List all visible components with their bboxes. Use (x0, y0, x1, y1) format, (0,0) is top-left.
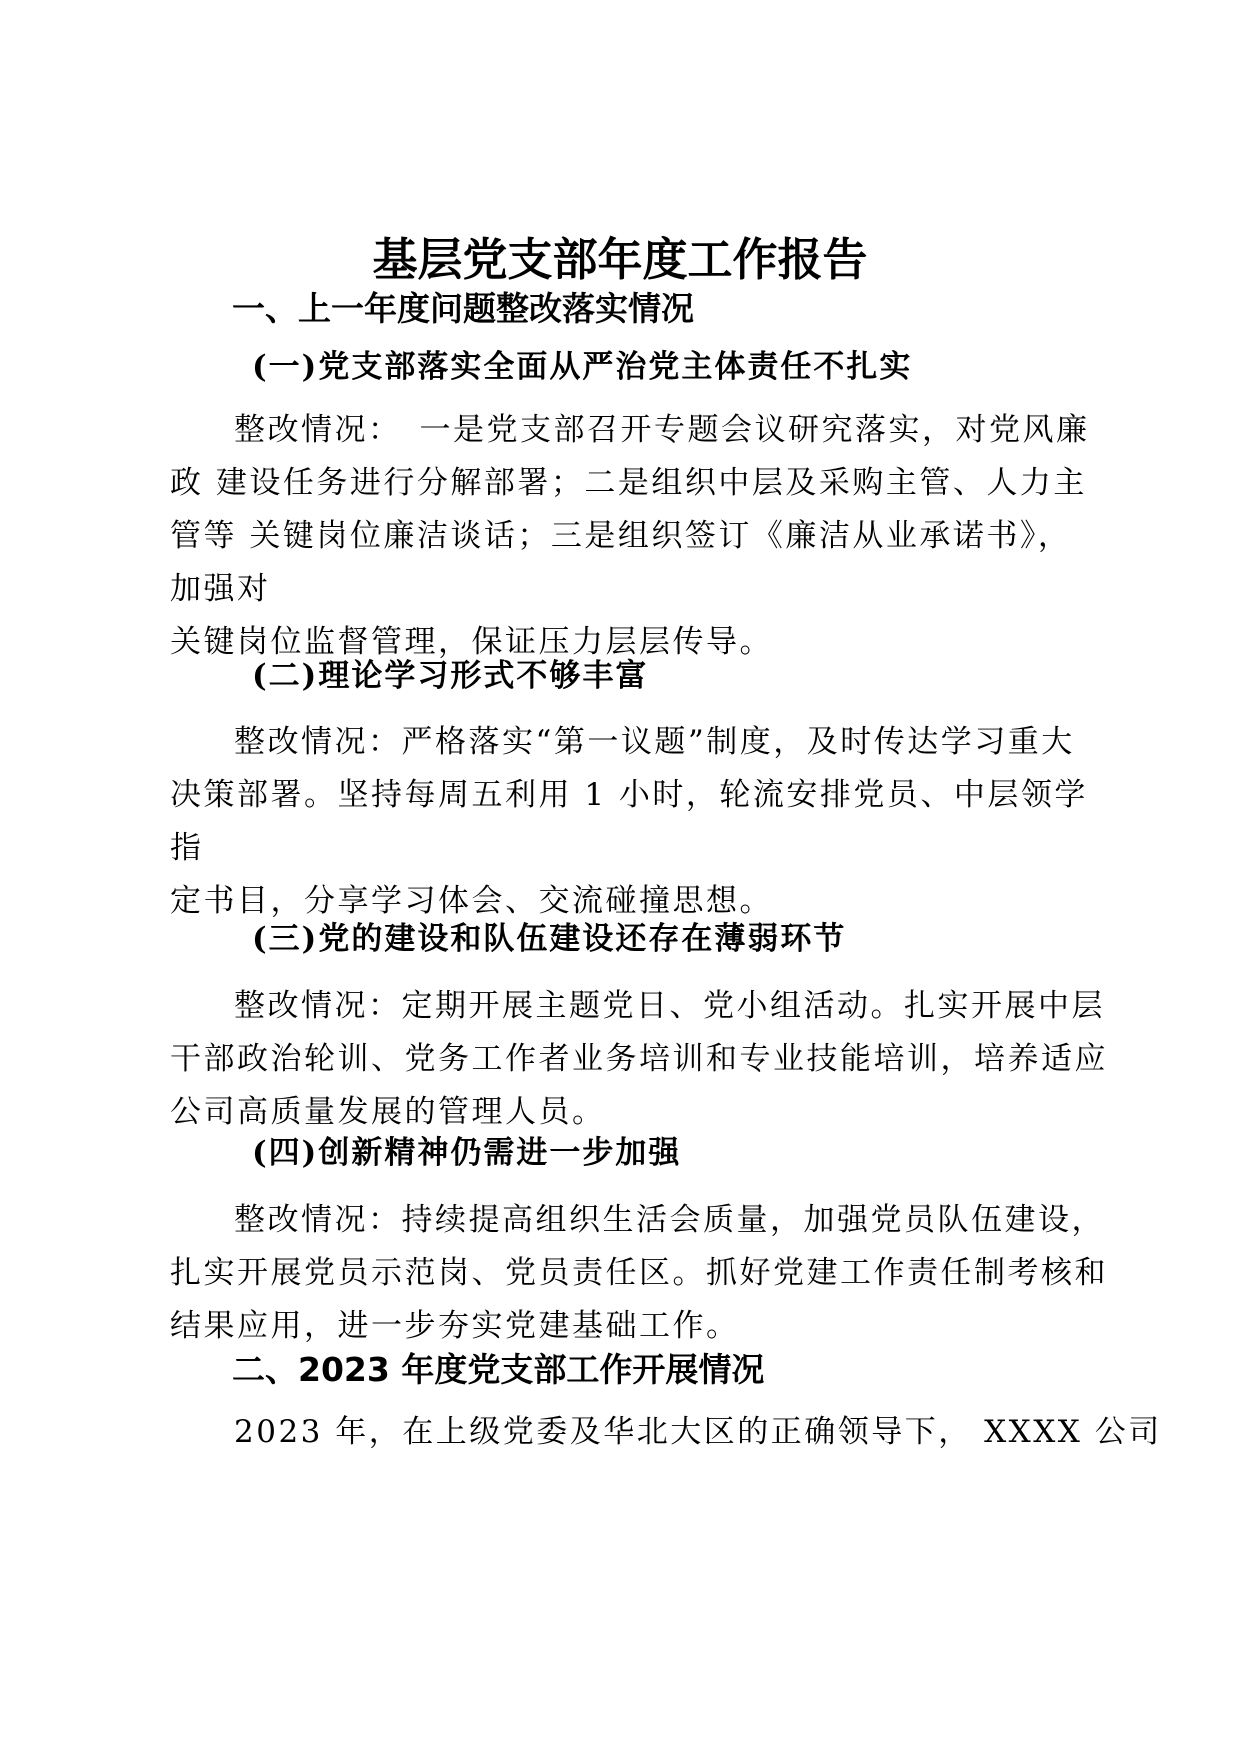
paragraph-line: 扎实开展党员示范岗、党员责任区。抓好党建工作责任制考核和 (170, 1255, 1108, 1291)
subsection-heading-1: (一)党支部落实全面从严治党主体责任不扎实 (252, 349, 913, 385)
paragraph-2 (170, 716, 1088, 928)
subsection-heading-4: (四)创新精神仍需进一步加强 (252, 1135, 682, 1171)
section-heading-2: 二、2023 年度党支部工作开展情况 (232, 1350, 765, 1389)
paragraph-line: 2023 年，在上级党委及华北大区的正确领导下， XXXX 公司 (234, 1414, 1162, 1450)
paragraph-4 (170, 1194, 1108, 1353)
paragraph-3 (170, 980, 1108, 1139)
paragraph-line: 干部政治轮训、党务工作者业务培训和专业技能培训，培养适应 (170, 1041, 1108, 1077)
paragraph-line: 整改情况：持续提高组织生活会质量，加强党员队伍建设， (234, 1202, 1105, 1238)
paragraph-line: 整改情况： 一是党支部召开专题会议研究落实，对党风廉 (234, 412, 1090, 448)
paragraph-1 (170, 404, 1090, 669)
paragraph-line: 整改情况：严格落实“第一议题”制度，及时传达学习重大 (234, 724, 1075, 760)
subsection-heading-2: (二)理论学习形式不够丰富 (252, 658, 649, 694)
paragraph-line: 决策部署。坚持每周五利用 1 小时，轮流安排党员、中层领学 (170, 777, 1088, 813)
paragraph-line: 政 建设任务进行分解部署；二是组织中层及采购主管、人力主 (170, 465, 1087, 501)
paragraph-line: 公司高质量发展的管理人员。 (170, 1094, 606, 1130)
paragraph-line: 定书目，分享学习体会、交流碰撞思想。 (170, 883, 773, 919)
paragraph-line: 加强对 (170, 571, 271, 607)
document-title: 基层党支部年度工作报告 (372, 233, 868, 286)
paragraph-line: 关键岗位监督管理，保证压力层层传导。 (170, 624, 773, 660)
paragraph-line: 结果应用，进一步夯实党建基础工作。 (170, 1308, 740, 1344)
paragraph-line: 整改情况：定期开展主题党日、党小组活动。扎实开展中层 (234, 988, 1105, 1024)
paragraph-line: 管等 关键岗位廉洁谈话；三是组织签订《廉洁从业承诺书》， (170, 518, 1072, 554)
subsection-heading-3: (三)党的建设和队伍建设还存在薄弱环节 (252, 921, 847, 957)
section-heading-1: 一、上一年度问题整改落实情况 (232, 289, 694, 328)
paragraph-5 (170, 1406, 1162, 1459)
paragraph-line: 指 (170, 830, 204, 866)
